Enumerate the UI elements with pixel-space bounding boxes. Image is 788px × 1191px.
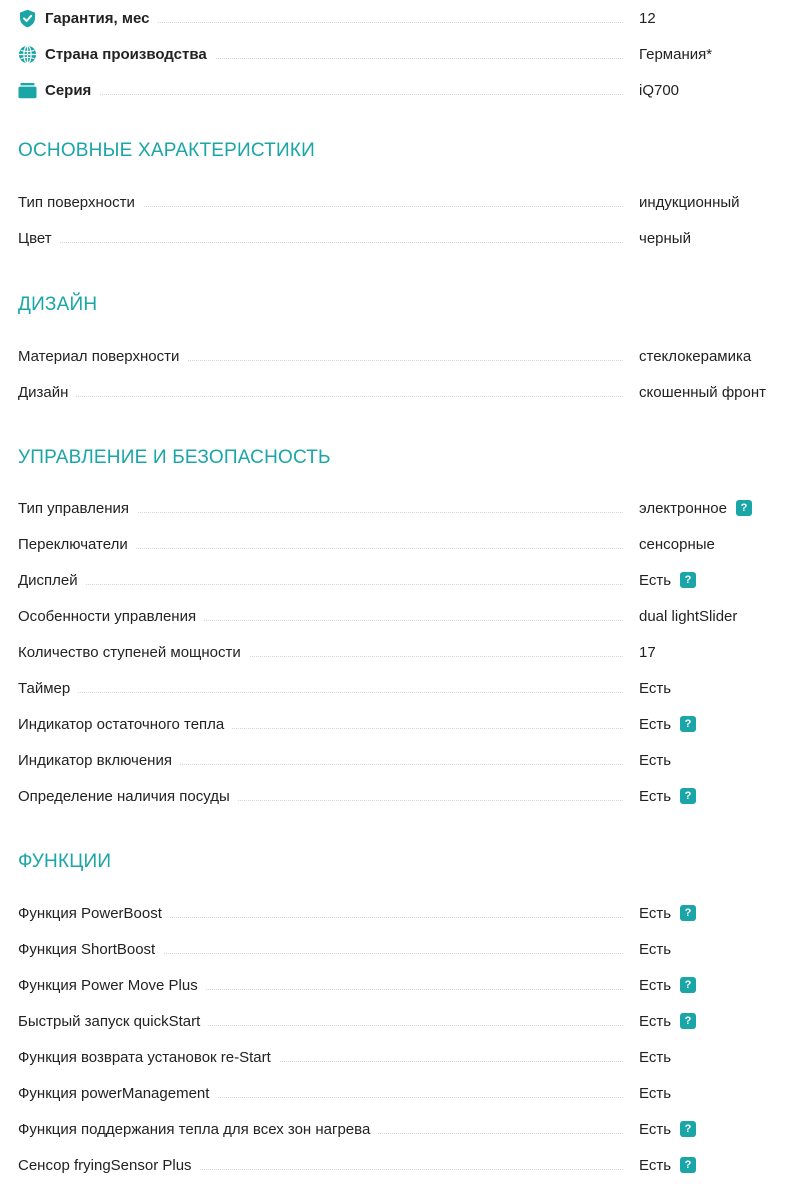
spec-row [18, 931, 788, 967]
spec-value: Есть [639, 940, 672, 958]
spec-value-wrap [639, 220, 691, 256]
spec-row [18, 706, 788, 742]
spec-section [18, 338, 788, 410]
spec-label: Функция powerManagement [18, 1085, 217, 1102]
spec-value: сенсорные [639, 535, 715, 553]
help-icon[interactable]: ? [680, 572, 696, 588]
spec-value: iQ700 [639, 81, 680, 99]
spec-value: индукционный [639, 193, 740, 211]
spec-row [18, 670, 788, 706]
help-icon[interactable]: ? [680, 788, 696, 804]
spec-label: Индикатор включения [18, 752, 180, 769]
spec-value-wrap [639, 184, 740, 220]
spec-label: Функция Power Move Plus [18, 977, 206, 994]
section-title: УПРАВЛЕНИЕ И БЕЗОПАСНОСТЬ [18, 447, 331, 468]
spec-row [18, 374, 788, 410]
spec-value: Есть [639, 715, 672, 733]
spec-row [18, 895, 788, 931]
help-icon[interactable]: ? [736, 500, 752, 516]
spec-value: скошенный фронт [639, 383, 767, 401]
spec-label: Функция PowerBoost [18, 905, 170, 922]
spec-value: электронное [639, 499, 727, 517]
spec-row [18, 562, 788, 598]
spec-row [18, 967, 788, 1003]
spec-label: Дизайн [18, 384, 76, 401]
spec-label: Особенности управления [18, 608, 204, 625]
spec-value: стеклокерамика [639, 347, 752, 365]
spec-row [18, 742, 788, 778]
spec-label: Материал поверхности [18, 348, 187, 365]
spec-label: Таймер [18, 680, 78, 697]
spec-row [18, 184, 788, 220]
spec-section [18, 184, 788, 256]
section-title: ФУНКЦИИ [18, 851, 112, 872]
spec-value: черный [639, 229, 691, 247]
spec-value-wrap [639, 895, 696, 931]
spec-value-wrap [639, 1111, 696, 1147]
spec-row-country [18, 36, 788, 72]
spec-value: Есть [639, 751, 672, 769]
spec-label: Индикатор остаточного тепла [18, 716, 232, 733]
spec-value: Есть [639, 1048, 672, 1066]
spec-row [18, 220, 788, 256]
spec-row [18, 1003, 788, 1039]
spec-row [18, 1039, 788, 1075]
help-icon[interactable]: ? [680, 1013, 696, 1029]
spec-label: Страна производства [45, 45, 207, 63]
dotted-leader [18, 396, 623, 397]
help-icon[interactable]: ? [680, 1157, 696, 1173]
spec-value: 17 [639, 643, 656, 661]
spec-value: 12 [639, 9, 656, 27]
spec-label: Функция ShortBoost [18, 941, 163, 958]
folder-icon [18, 81, 37, 100]
spec-label: Переключатели [18, 536, 136, 553]
spec-value-wrap [639, 562, 696, 598]
spec-label: Функция поддержания тепла для всех зон нагрева [18, 1121, 378, 1138]
spec-value: Есть [639, 1012, 672, 1030]
spec-value: Есть [639, 571, 672, 589]
spec-row-series [18, 72, 788, 108]
spec-value-wrap [639, 338, 751, 374]
spec-row [18, 490, 788, 526]
spec-value-wrap [639, 1003, 696, 1039]
spec-label: Тип поверхности [18, 194, 143, 211]
spec-label: Определение наличия посуды [18, 788, 238, 805]
spec-value-wrap [639, 598, 737, 634]
spec-label: Цвет [18, 230, 60, 247]
spec-value: Германия* [639, 45, 713, 63]
spec-label: Сенсор fryingSensor Plus [18, 1157, 200, 1174]
help-icon[interactable]: ? [680, 905, 696, 921]
spec-row [18, 598, 788, 634]
help-icon[interactable]: ? [680, 1121, 696, 1137]
dotted-leader [18, 94, 623, 95]
spec-label: Количество ступеней мощности [18, 644, 249, 661]
dotted-leader [18, 692, 623, 693]
spec-value-wrap [639, 967, 696, 1003]
spec-label: Функция возврата установок re-Start [18, 1049, 279, 1066]
dotted-leader [18, 242, 623, 243]
spec-row [18, 778, 788, 814]
spec-label: Тип управления [18, 500, 137, 517]
dotted-leader [18, 584, 623, 585]
spec-value: Есть [639, 679, 672, 697]
spec-value: Есть [639, 1120, 672, 1138]
spec-row [18, 526, 788, 562]
help-icon[interactable]: ? [680, 716, 696, 732]
spec-value-wrap [639, 374, 766, 410]
spec-value-wrap [639, 931, 671, 967]
spec-label: Быстрый запуск quickStart [18, 1013, 208, 1030]
spec-value-wrap [639, 1075, 671, 1111]
spec-row [18, 1075, 788, 1111]
spec-section [18, 895, 788, 1183]
spec-value-wrap [639, 670, 671, 706]
spec-row [18, 1147, 788, 1183]
spec-value: Есть [639, 976, 672, 994]
spec-value-wrap [639, 526, 715, 562]
spec-value: Есть [639, 1156, 672, 1174]
spec-value-wrap [639, 742, 671, 778]
spec-value-wrap [639, 1039, 671, 1075]
spec-value-wrap [639, 634, 656, 670]
spec-value: dual lightSlider [639, 607, 738, 625]
globe-icon [18, 45, 37, 64]
spec-row-warranty [18, 0, 788, 36]
spec-label: Гарантия, мес [45, 9, 150, 27]
spec-label: Серия [45, 81, 92, 99]
spec-value: Есть [639, 787, 672, 805]
spec-section [18, 490, 788, 814]
section-title: ОСНОВНЫЕ ХАРАКТЕРИСТИКИ [18, 140, 315, 161]
shield-check-icon [18, 9, 37, 28]
spec-row [18, 634, 788, 670]
spec-row [18, 338, 788, 374]
spec-value: Есть [639, 904, 672, 922]
spec-value-wrap [639, 778, 696, 814]
spec-value-wrap [639, 706, 696, 742]
top-specs [18, 0, 788, 108]
spec-value-wrap [639, 490, 752, 526]
spec-label: Дисплей [18, 572, 86, 589]
spec-value: Есть [639, 1084, 672, 1102]
spec-value-wrap [639, 1147, 696, 1183]
help-icon[interactable]: ? [680, 977, 696, 993]
spec-row [18, 1111, 788, 1147]
section-title: ДИЗАЙН [18, 294, 98, 315]
